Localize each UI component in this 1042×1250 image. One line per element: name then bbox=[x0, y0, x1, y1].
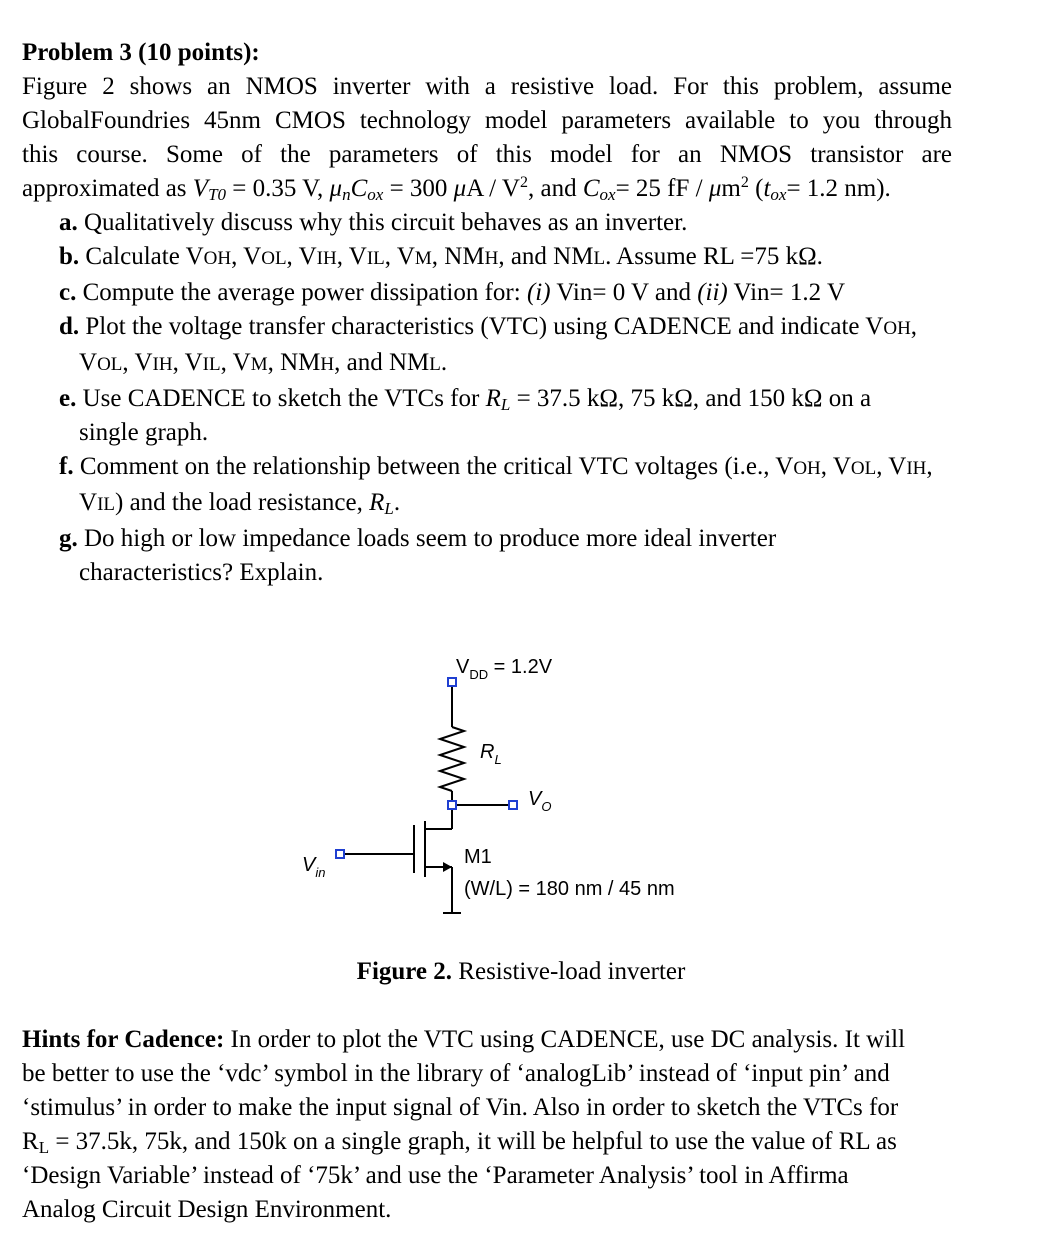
part-f: f. Comment on the relationship between the critical VTC voltages (i.e., VOH, VOL, VIH, VIL) and the load resistance, $R_L$. bbox=[59, 453, 933, 518]
intro-line-2: GlobalFoundries 45nm CMOS technology model parameters available to you through bbox=[22, 107, 952, 134]
vdd-pin-icon bbox=[448, 678, 456, 686]
hints-line-4: $R_L = 37.5k$, 75k, and 150k on a single graph, it will be helpful to use the value of RL as bbox=[22, 1128, 897, 1157]
wl-label: (W/L) = 180 nm / 45 nm bbox=[464, 878, 675, 900]
problem-parts-list bbox=[22, 206, 952, 590]
vo-pin-icon bbox=[509, 801, 517, 809]
hints-paragraph bbox=[22, 1023, 942, 1227]
hints-line-3: ‘stimulus’ in order to make the input signal of Vin. Also in order to sketch the VTCs for bbox=[22, 1094, 899, 1121]
hints-line-1: Hints for Cadence: In order to plot the VTC using CADENCE, use DC analysis. It will bbox=[22, 1026, 906, 1053]
part-d: d. Plot the voltage transfer characteristics (VTC) using CADENCE and indicate VOH, VOL, VIH, VIL, VM, NMH, and NML. bbox=[59, 313, 918, 376]
hints-label: Hints for Cadence: bbox=[22, 1026, 225, 1053]
figure-caption: Figure 2. Resistive-load inverter bbox=[356, 958, 686, 985]
nmos-inverter-schematic bbox=[280, 645, 740, 905]
load-resistor bbox=[440, 727, 464, 791]
hints-line-2: be better to use the ‘vdc’ symbol in the library of ‘analogLib’ instead of ‘input pin’ and bbox=[22, 1060, 890, 1087]
problem-intro bbox=[22, 70, 952, 206]
part-e: e. Use CADENCE to sketch the VTCs for $R_L = 37.5$ kΩ, 75 kΩ, and 150 kΩ on a single graph. bbox=[59, 385, 872, 446]
part-g: g. Do high or low impedance loads seem to produce more ideal inverter characteristics? Explain. bbox=[59, 525, 777, 586]
problem-section bbox=[22, 36, 952, 590]
intro-line-3: this course. Some of the parameters of this model for an NMOS transistor are bbox=[22, 141, 952, 168]
circuit-figure bbox=[280, 645, 740, 905]
params-line: approximated as $V_{T0} = 0.35$ V, $\mu_nC_{ox} = 300$ μA / $V^2$, and $C_{ox}= 25$ fF / $\mu m^2$ ($t_{ox}= 1.2$ nm). bbox=[22, 174, 891, 204]
part-b: b. Calculate VOH, VOL, VIH, VIL, VM, NMH, and NML. Assume RL =75 kΩ. bbox=[59, 243, 823, 270]
part-a: a. Qualitatively discuss why this circuit behaves as an inverter. bbox=[59, 209, 688, 236]
vdd-label: $V_{DD} = 1.2V$ bbox=[456, 656, 553, 682]
intro-line-1: Figure 2 shows an NMOS inverter with a resistive load. For this problem, assume bbox=[22, 73, 952, 100]
hints-line-6: Analog Circuit Design Environment. bbox=[22, 1196, 392, 1223]
node-pin-icon bbox=[448, 801, 456, 809]
source-arrow-icon bbox=[443, 862, 452, 872]
part-c: c. Compute the average power dissipation for: (i) Vin= 0 V and (ii) Vin= 1.2 V bbox=[59, 279, 845, 306]
pin-markers bbox=[336, 678, 517, 858]
rl-label: $R_L$ bbox=[480, 741, 502, 767]
vo-label: $V_O$ bbox=[528, 788, 552, 814]
m1-label: M1 bbox=[464, 846, 492, 868]
vin-label: $V_{in}$ bbox=[302, 854, 326, 880]
hints-line-5: ‘Design Variable’ instead of ‘75k’ and use the ‘Parameter Analysis’ tool in Affirma bbox=[22, 1162, 849, 1189]
problem-title: Problem 3 (10 points): bbox=[22, 39, 260, 66]
vin-pin-icon bbox=[336, 850, 344, 858]
